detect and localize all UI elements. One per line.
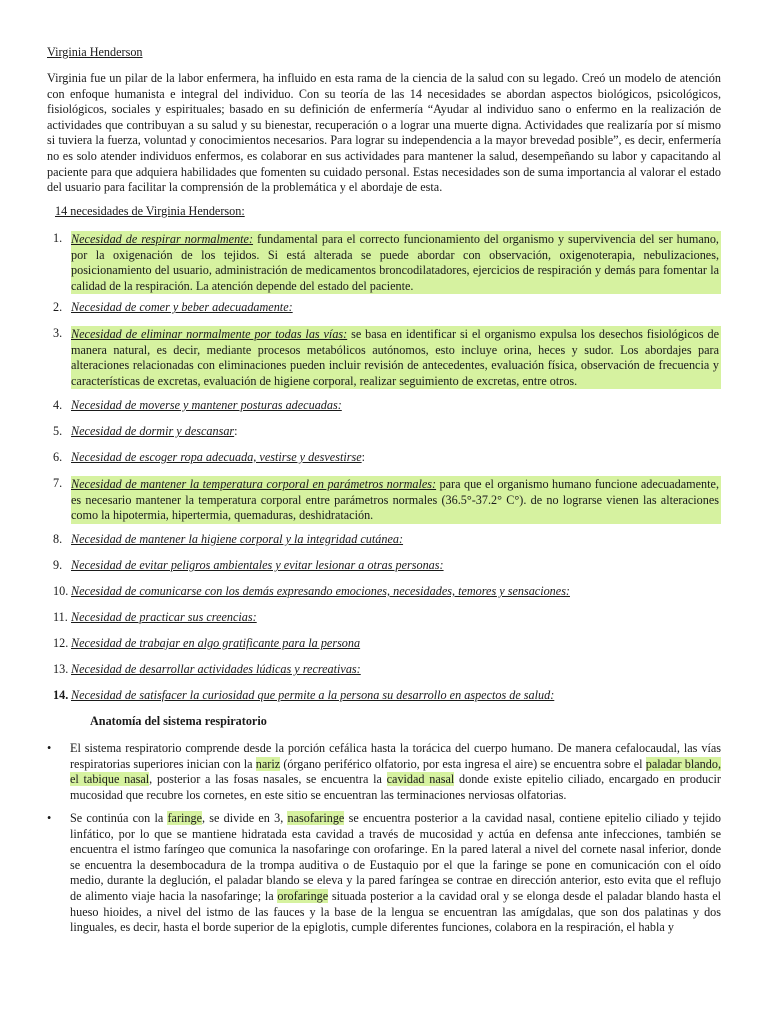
need-text bbox=[71, 398, 721, 414]
need-name: Necesidad de eliminar normalmente por todas las vías: bbox=[71, 327, 348, 341]
highlighted-term: orofaringe bbox=[277, 888, 329, 903]
bullet-text-part: , se divide en 3, bbox=[202, 811, 288, 825]
section-heading: Anatomía del sistema respiratorio bbox=[90, 714, 267, 728]
need-number: 5. bbox=[53, 424, 63, 438]
need-item-11 bbox=[47, 610, 721, 626]
need-name: Necesidad de escoger ropa adecuada, vestirse y desvestirse bbox=[71, 450, 362, 464]
need-text bbox=[71, 558, 721, 574]
need-item-5 bbox=[47, 424, 721, 440]
need-text bbox=[71, 450, 721, 466]
need-number: 13. bbox=[53, 662, 69, 676]
need-text bbox=[71, 424, 721, 440]
need-item-8 bbox=[47, 532, 721, 548]
need-item-3 bbox=[47, 326, 721, 389]
bullet-icon: • bbox=[47, 811, 52, 825]
highlighted-term: cavidad nasal bbox=[386, 772, 455, 787]
need-number: 8. bbox=[53, 532, 63, 546]
bullet-text-part: donde existe epitelio ciliado, encargado en producir mucosidad que recubre los cornetes, en este sitio se encuentran las terminaciones nerviosas olfatorias. bbox=[70, 772, 721, 802]
need-name: Necesidad de comer y beber adecuadamente: bbox=[71, 300, 293, 314]
need-description: : bbox=[361, 450, 366, 464]
intro-paragraph: Virginia fue un pilar de la labor enfermera, ha influido en esta rama de la ciencia de la salud con su legado. Creó un modelo de atención con enfoque humanista e integral del individuo. Con su teoría de las 14 necesidades se abordan aspectos biológicos, psicológicos, fisiológicos, sociales y espirituales; basado en su definición de enfermería “Ayudar al individuo sano o enfermo en la realización de actividades que contribuyan a su salud y su bienestar, recuperación o a lograr una muerte digna. Actividades que realizaría por sí mismo si tuviera la fuerza, voluntad y conocimientos necesarios. Para lograr su independencia a la mayor brevedad posible”, es decir, enfermería no es solo atender individuos enfermos, es colaborar en sus actividades para mantener la salud, desempeñando su labor y capacitando al paciente para que adquiera habilidades que fomenten su cuidado personal. Estas necesidades son de suma importancia al valorar el estado del usuario para facilitar la comprensión de la problemática y el abordaje de esta. bbox=[47, 71, 721, 195]
need-name: Necesidad de practicar sus creencias: bbox=[71, 610, 257, 624]
need-item-13 bbox=[47, 662, 721, 678]
need-item-1 bbox=[47, 231, 721, 294]
need-item-2 bbox=[47, 300, 721, 316]
need-item-14 bbox=[47, 688, 721, 704]
document-title: Virginia Henderson bbox=[47, 45, 143, 59]
need-name: Necesidad de comunicarse con los demás expresando emociones, necesidades, temores y sensaciones: bbox=[71, 584, 570, 598]
need-text bbox=[71, 610, 721, 626]
need-number: 11. bbox=[53, 610, 68, 624]
bullet-text bbox=[70, 811, 721, 936]
need-item-12 bbox=[47, 636, 721, 652]
need-text bbox=[71, 476, 721, 524]
need-name: Necesidad de evitar peligros ambientales y evitar lesionar a otras personas: bbox=[71, 558, 444, 572]
bullet-text-part: Se continúa con la bbox=[70, 811, 168, 825]
need-item-6 bbox=[47, 450, 721, 466]
need-description: para que el organismo humano funcione adecuadamente, es necesario mantener la temperatura corporal entre parámetros normales (36.5°-37.2° C°). de no lograrse vienen las alteraciones como la hipotermia, hipertermia, quemaduras, deshidratación. bbox=[71, 477, 719, 523]
highlighted-term: faringe bbox=[167, 811, 202, 825]
need-name: Necesidad de mantener la temperatura corporal en parámetros normales: bbox=[71, 477, 437, 491]
highlighted-term: nasofaringe bbox=[287, 811, 345, 825]
need-item-4 bbox=[47, 398, 721, 414]
need-number: 6. bbox=[53, 450, 63, 464]
bullet-icon: • bbox=[47, 741, 52, 755]
bullet-text bbox=[70, 741, 721, 803]
need-number: 4. bbox=[53, 398, 63, 412]
need-description: : bbox=[234, 424, 238, 438]
highlighted-term: paladar blando, el tabique nasal bbox=[70, 756, 721, 787]
bullet-text-part: El sistema respiratorio comprende desde la porción cefálica hasta la torácica del cuerpo humano. De manera cefalocaudal, las vías respiratorias superiores inician con la bbox=[70, 741, 721, 771]
need-text bbox=[71, 688, 721, 704]
need-description: fundamental para el correcto funcionamiento del organismo y supervivencia del ser humano, por la oxigenación de los tejidos. Si está alterada se puede abordar con observación, oxigenoterapia, nebulizaciones, posicionamiento del usuario, administración de medicamentos broncodilatadores, ejercicios de respiración y demás para fomentar la calidad de la respiración. La atención depende del estado del paciente. bbox=[71, 232, 719, 293]
need-name: Necesidad de desarrollar actividades lúdicas y recreativas: bbox=[71, 662, 361, 676]
need-name: Necesidad de dormir y descansar bbox=[71, 424, 235, 438]
need-item-7 bbox=[47, 476, 721, 524]
bullet-item-1 bbox=[47, 741, 721, 803]
need-name: Necesidad de respirar normalmente: bbox=[71, 232, 254, 246]
need-text bbox=[71, 636, 721, 652]
need-number: 9. bbox=[53, 558, 63, 572]
need-number: 14. bbox=[53, 688, 69, 702]
need-number: 3. bbox=[53, 326, 63, 340]
need-name: Necesidad de trabajar en algo gratificante para la persona bbox=[71, 636, 361, 650]
bullet-text-part: se encuentra posterior a la cavidad nasal, contiene epitelio ciliado y tejido linfático, por lo que se mantiene hidratada esta cavidad a través de mucosidad y actúa en defensa ante infecciones, también se encuentra el istmo faríngeo que comunica la nasofaringe con orofaringe. En la pared lateral a nivel del cornete nasal inferior, donde se encuentra la desembocadura de la trompa auditiva o de Eustaquio por el que la faringe se pone en comunicación con el oído medio, durante la deglución, el paladar blando se eleva y la pared faríngea se contrae en dirección anterior, esto evita que el reflujo de alimento viaje hacia la nasofaringe; la bbox=[70, 811, 722, 903]
need-number: 2. bbox=[53, 300, 63, 314]
bullet-text-part: (órgano periférico olfatorio, por esta ingresa el aire) se encuentra sobre el bbox=[280, 756, 646, 771]
need-number: 12. bbox=[53, 636, 69, 650]
need-name: Necesidad de mantener la higiene corporal y la integridad cutánea: bbox=[71, 532, 404, 546]
need-item-10 bbox=[47, 584, 721, 600]
need-text bbox=[71, 584, 721, 600]
need-number: 7. bbox=[53, 476, 63, 490]
need-text bbox=[71, 326, 721, 389]
need-text bbox=[71, 662, 721, 678]
bullet-text-part: , posterior a las fosas nasales, se encuentra la bbox=[149, 772, 387, 787]
need-number: 10. bbox=[53, 584, 69, 598]
need-text bbox=[71, 300, 721, 316]
needs-list-title: 14 necesidades de Virginia Henderson: bbox=[55, 204, 245, 218]
need-number: 1. bbox=[53, 231, 63, 245]
need-text bbox=[71, 231, 721, 294]
need-description: se basa en identificar si el organismo expulsa los desechos fisiológicos de manera natural, es decir, mediante procesos metabólicos autónomos, esto incluye orina, heces y sudor. Los abordajes para alteraciones relacionadas con eliminaciones pueden incluir revisión de antecedentes, evaluación física, observación de frecuencia y características de excretas, evaluación de higiene corporal, realizar seguimiento de excretas, entre otros. bbox=[71, 327, 719, 388]
need-item-9 bbox=[47, 558, 721, 574]
highlighted-term: nariz bbox=[255, 756, 281, 771]
need-name: Necesidad de satisfacer la curiosidad que permite a la persona su desarrollo en aspectos de salud: bbox=[71, 688, 555, 702]
need-text bbox=[71, 532, 721, 548]
bullet-item-2 bbox=[47, 811, 721, 936]
need-name: Necesidad de moverse y mantener posturas adecuadas: bbox=[71, 398, 342, 412]
bullet-text-part: situada posterior a la cavidad oral y se elonga desde el paladar blando hasta el hueso hioides, a nivel del istmo de las fauces y la base de la lengua se encuentran las amígdalas, que son dos palatinas y dos linguales, es decir, hasta el borde superior de la epiglotis, cumple diferentes funciones, colabora en la respiración, el habla y bbox=[70, 888, 721, 935]
